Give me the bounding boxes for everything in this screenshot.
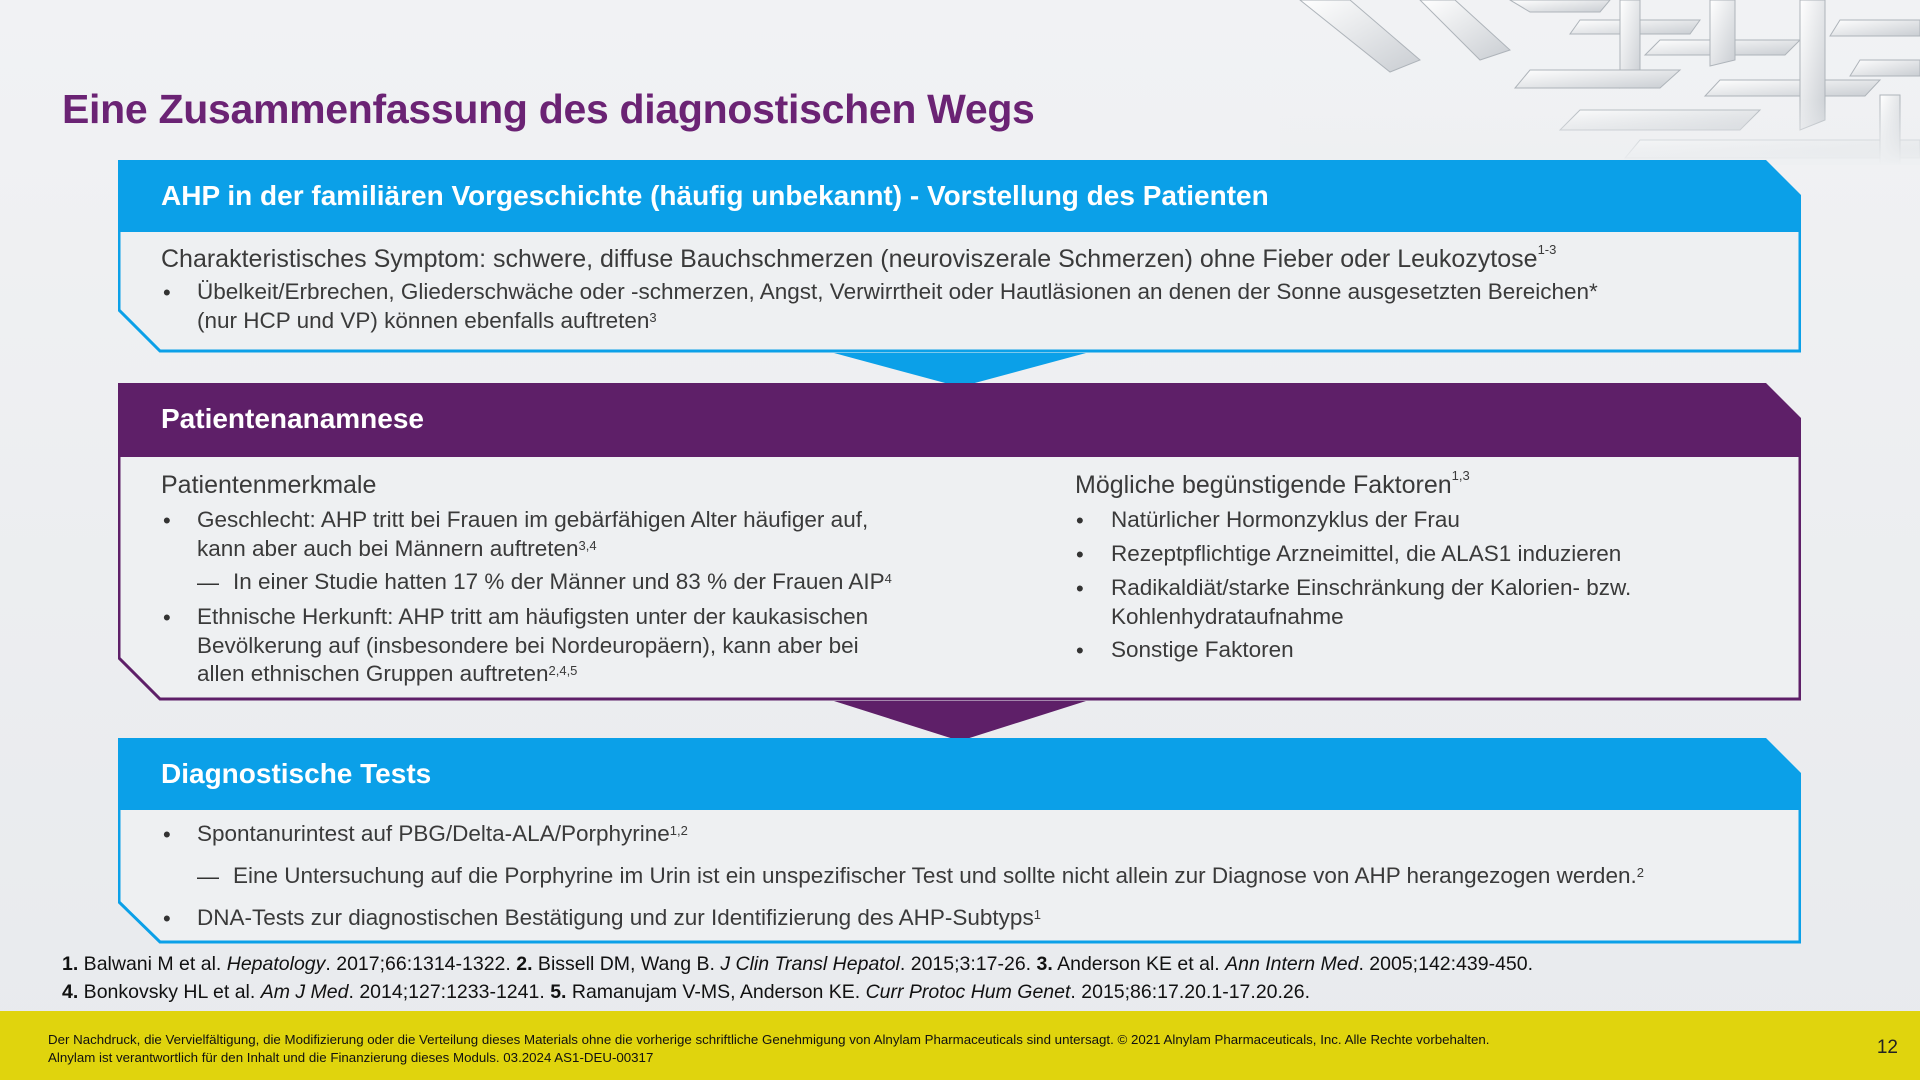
factor-item: Natürlicher Hormonzyklus der Frau — [1111, 507, 1460, 532]
box-header-title: Diagnostische Tests — [161, 758, 432, 789]
legal-line: Der Nachdruck, die Vervielfältigung, die Modifizierung oder die Verteilung dieses Materials ohne die vorherige schriftliche Genehmigung von Alnylam Pharmaceuticals sind untersagt. © 2021 Alnylam Pharmaceuticals, Inc. Alle Rechte vorbehalten. — [48, 1032, 1490, 1047]
test-sub-item: Eine Untersuchung auf die Porphyrine im Urin ist ein unspezifischer Test und sollte nicht allein zur Diagnose von AHP herangezogen werden.$^2$ — [233, 863, 1644, 888]
page-title: Eine Zusammenfassung des diagnostischen Wegs — [62, 86, 1035, 132]
box-outline — [118, 160, 1801, 392]
dash: — — [197, 864, 219, 889]
sex-list-item: Geschlecht: AHP tritt bei Frauen im gebärfähigen Alter häufiger auf, kann aber auch bei Männern auftreten$^{3,4}$ — [197, 507, 869, 561]
bullet: • — [1076, 542, 1084, 567]
legal-line: Alnylam ist verantwortlich für den Inhalt und die Finanzierung dieses Moduls. 03.2024 AS1-DEU-00317 — [48, 1050, 654, 1065]
references-line-2: 4. Bonkovsky HL et al. Am J Med. 2014;127:1233-1241. 5. Ramanujam V-MS, Anderson KE. Curr Protoc Hum Genet. 2015;86:17.20.1-17.20.26. — [62, 981, 1311, 1003]
bullet: • — [163, 906, 171, 931]
study-sub-item: In einer Studie hatten 17 % der Männer und 83 % der Frauen AIP$^4$ — [233, 569, 892, 594]
page-number: 12 — [1876, 1037, 1898, 1058]
ethnicity-list-item: Ethnische Herkunft: AHP tritt am häufigsten unter der kaukasischen Bevölkerung auf (insbesondere bei Nordeuropäern), kann aber bei allen ethnischen Gruppen auftreten$^{2,4,5}$ — [197, 604, 869, 686]
factor-item: Rezeptpflichtige Arzneimittel, die ALAS1 induzieren — [1111, 541, 1622, 566]
diagnostic-tests-box — [118, 738, 1801, 944]
bullet: • — [163, 280, 171, 305]
bullet: • — [1076, 576, 1084, 601]
test-item: Spontanurintest auf PBG/Delta-ALA/Porphyrine$^{1,2}$ — [197, 821, 688, 846]
patient-characteristics-heading: Patientenmerkmale — [161, 471, 377, 499]
bullet: • — [163, 508, 171, 533]
references — [62, 950, 1533, 1006]
references-line-1: 1. Balwani M et al. Hepatology. 2017;66:1314-1322. 2. Bissell DM, Wang B. J Clin Transl Hepatol. 2015;3:17-26. 3. Anderson KE et al. Ann Intern Med. 2005;142:439-450. — [62, 953, 1534, 975]
factor-item: Sonstige Faktoren — [1111, 637, 1294, 662]
box-header-title: AHP in der familiären Vorgeschichte (häufig unbekannt) - Vorstellung des Patienten — [161, 180, 1269, 211]
family-history-box — [118, 160, 1801, 390]
box-header-title: Patientenanamnese — [161, 403, 424, 434]
dash: — — [197, 570, 219, 595]
bullet: • — [1076, 638, 1084, 663]
bullet: • — [163, 822, 171, 847]
legal-notice — [48, 1031, 1489, 1067]
factor-item: Radikaldiät/starke Einschränkung der Kalorien- bzw. Kohlenhydrataufnahme — [1111, 575, 1632, 629]
precipitating-factors-heading: Mögliche begünstigende Faktoren$^{1,3}$ — [1075, 468, 1470, 499]
symptom-lead: Charakteristisches Symptom: schwere, diffuse Bauchschmerzen (neuroviszerale Schmerzen) ohne Fieber oder Leukozytose$^{1-3}$ — [161, 242, 1557, 273]
symptom-list-item: Übelkeit/Erbrechen, Gliederschwäche oder -schmerzen, Angst, Verwirrtheit oder Hautläsionen an denen der Sonne ausgesetzten Bereichen* (nur HCP und VP) können ebenfalls auftreten$^3$ — [197, 279, 1598, 333]
bullet: • — [163, 605, 171, 630]
bullet: • — [1076, 508, 1084, 533]
footer-bar — [0, 1011, 1920, 1080]
patient-history-box — [118, 383, 1801, 743]
maze-image — [1280, 0, 1920, 165]
test-item: DNA-Tests zur diagnostischen Bestätigung und zur Identifizierung des AHP-Subtyps$^1$ — [197, 905, 1041, 930]
